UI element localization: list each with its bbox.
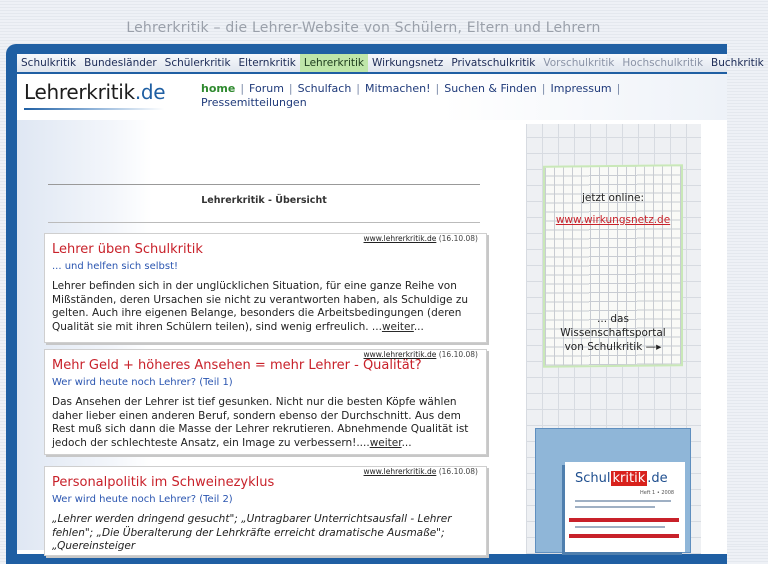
online-label: jetzt online: [581, 192, 645, 204]
topnav-separator: | [288, 82, 293, 95]
article-title[interactable]: Lehrer üben Schulkritik [52, 242, 203, 257]
magazine-title [575, 471, 668, 486]
article-source-link[interactable]: www.lehrerkritik.de [363, 234, 437, 243]
article-body [52, 513, 480, 554]
article-subtitle: Wer wird heute noch Lehrer? (Teil 1) [52, 377, 233, 388]
topnav-separator: | [240, 82, 245, 95]
divider [48, 184, 480, 185]
magazine-stripe [569, 534, 679, 538]
nav-item-lehrerkritik[interactable]: Lehrerkritik [300, 54, 368, 72]
site-title: Lehrerkritik – die Lehrer-Website von Schülern, Eltern und Lehrern [126, 20, 601, 36]
article-text: Lehrer befinden sich in der unglücklichen Situation, für eine ganze Reihe von Mißständen, deren Ursachen sie nicht zu verantworten haben, als Schuldige zu gelten. Auch ihre eigenen Belange, besonders die Arbeitsbedingungen (deren Qualität sie mit ihren Schülern teilen), sind wenig erfreulich. ... [52, 280, 468, 333]
topnav-impressum-link[interactable]: Impressum [550, 82, 612, 95]
nav-item-bundeslaender[interactable]: Bundesländer [84, 57, 157, 69]
article-text: Das Ansehen der Lehrer ist tief gesunken. Nicht nur die besten Köpfe wählen daher lieber einen anderen Beruf, sondern ebenso der Durchschnitt. Aus dem Rest muß sich dann die Masse der Lehrer rekrutieren. Abnehmende Qualität ist jedoch der schlechteste Ansatz, ein Image zu verbessern!.... [52, 396, 469, 449]
article-date: (16.10.08) [438, 350, 478, 359]
article-subtitle: ... und helfen sich selbst! [52, 261, 179, 272]
main-navbar [17, 54, 764, 72]
logo-tld: .de [134, 80, 166, 104]
nav-item-privatschulkritik[interactable]: Privatschulkritik [451, 57, 536, 69]
article-title[interactable]: Personalpolitik im Schweinezyklus [52, 475, 275, 490]
article-date: (16.10.08) [438, 467, 478, 476]
article-card [44, 466, 487, 556]
article-title[interactable]: Mehr Geld + höheres Ansehen = mehr Lehrer - Qualität? [52, 358, 422, 373]
top-navigation [201, 82, 631, 110]
nav-item-hochschulkritik[interactable]: Hochschulkritik [622, 57, 704, 69]
topnav-separator: | [356, 82, 361, 95]
magazine-text-line [575, 526, 665, 528]
article-text: „Lehrer werden dringend gesucht"; „Untragbarer Unterrichtsausfall - Lehrer fehlen"; „Die Überalterung der Lehrkräfte erreicht dramatische Ausmaße"; „Quereinsteiger [52, 513, 452, 552]
topnav-forum-link[interactable]: Forum [249, 82, 284, 95]
nav-item-elternkritik[interactable]: Elternkritik [238, 57, 296, 69]
topnav-schulfach-link[interactable]: Schulfach [297, 82, 352, 95]
magazine-title-prefix: Schul [575, 471, 611, 486]
magazine-text-line [575, 506, 655, 508]
nav-item-wirkungsnetz[interactable]: Wirkungsnetz [371, 57, 444, 69]
logo-name: Lehrerkritik [24, 80, 135, 104]
read-more-link[interactable]: weiter [369, 436, 402, 449]
article-source-link[interactable]: www.lehrerkritik.de [363, 467, 437, 476]
nav-item-buchkritik[interactable]: Buchkritik [711, 57, 764, 69]
nav-item-schuelerkritik[interactable]: Schülerkritik [164, 57, 231, 69]
online-description: ... das Wissenschaftsportal von Schulkritik —▸ [560, 313, 666, 353]
read-more-tail: ... [401, 436, 412, 449]
site-logo[interactable] [24, 80, 165, 104]
article-body [52, 280, 480, 334]
magazine-title-suffix: .de [647, 471, 668, 486]
overview-heading: Lehrerkritik - Übersicht [201, 195, 327, 206]
read-more-tail: ... [413, 320, 424, 333]
magazine-stripe [569, 518, 679, 522]
magazine-issue: Heft 1 • 2008 [640, 490, 675, 496]
article-card [44, 349, 487, 455]
article-body [52, 396, 480, 450]
article-meta [364, 467, 478, 476]
topnav-separator: | [541, 82, 546, 95]
logo-underline [24, 108, 164, 110]
article-date: (16.10.08) [438, 234, 478, 243]
article-subtitle: Wer wird heute noch Lehrer? (Teil 2) [52, 494, 233, 505]
topnav-separator: | [435, 82, 440, 95]
topnav-separator: | [616, 82, 621, 95]
topnav-presse-link[interactable]: Pressemitteilungen [201, 96, 307, 109]
article-source-link[interactable]: www.lehrerkritik.de [363, 350, 437, 359]
nav-item-vorschulkritik[interactable]: Vorschulkritik [543, 57, 615, 69]
nav-item-schulkritik[interactable]: Schulkritik [21, 57, 77, 69]
article-card [44, 233, 487, 343]
divider [48, 222, 480, 223]
topnav-home-link[interactable]: home [201, 82, 236, 95]
topnav-suchen-link[interactable]: Suchen & Finden [444, 82, 537, 95]
magazine-text-line [575, 500, 671, 502]
topnav-mitmachen-link[interactable]: Mitmachen! [365, 82, 431, 95]
magazine-title-highlight: kritik [612, 471, 646, 486]
article-meta [364, 234, 478, 243]
read-more-link[interactable]: weiter [381, 320, 414, 333]
wirkungsnetz-link[interactable]: www.wirkungsnetz.de [555, 214, 671, 226]
